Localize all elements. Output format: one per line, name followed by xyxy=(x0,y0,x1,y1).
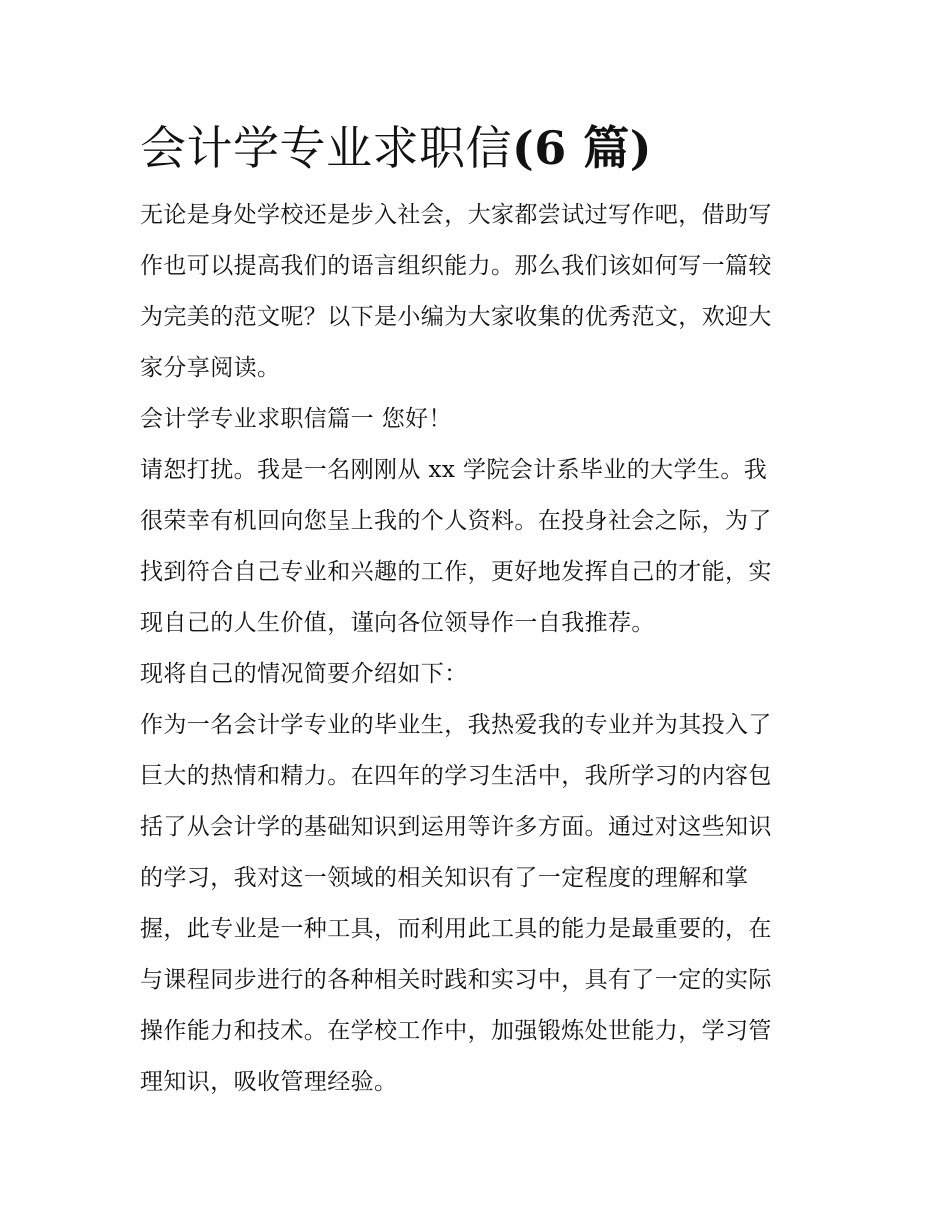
text-line: 很荣幸有机回向您呈上我的个人资料。在投身社会之际，为了 xyxy=(140,508,772,534)
text-line: 找到符合自己专业和兴趣的工作，更好地发挥自己的才能，实 xyxy=(140,559,772,585)
text-line: 理知识，吸收管理经验。 xyxy=(140,1069,398,1095)
letter-heading-paragraph xyxy=(140,394,812,445)
intro-paragraph xyxy=(140,190,812,394)
text-line: 现将自己的情况简要介绍如下： xyxy=(140,661,468,687)
text-line: 现自己的人生价值，谨向各位领导作一自我推荐。 xyxy=(140,610,655,636)
text-line: 家分享阅读。 xyxy=(140,355,281,381)
text-line: 与课程同步进行的各种相关时践和实习中，具有了一定的实际 xyxy=(140,967,772,993)
text-line: 握，此专业是一种工具，而利用此工具的能力是最重要的，在 xyxy=(140,916,772,942)
text-line: 作为一名会计学专业的毕业生，我热爱我的专业并为其投入了 xyxy=(140,712,772,738)
text-line: 括了从会计学的基础知识到运用等许多方面。通过对这些知识 xyxy=(140,814,772,840)
text-line: 会计学专业求职信篇一 您好！ xyxy=(140,406,452,432)
text-line: 的学习，我对这一领域的相关知识有了一定程度的理解和掌 xyxy=(140,865,749,891)
text-line: 巨大的热情和精力。在四年的学习生活中，我所学习的内容包 xyxy=(140,763,772,789)
transition-paragraph xyxy=(140,649,812,700)
text-line: 操作能力和技术。在学校工作中，加强锻炼处世能力，学习管 xyxy=(140,1018,772,1044)
text-line: 请恕打扰。我是一名刚刚从 xx 学院会计系毕业的大学生。我 xyxy=(140,457,768,483)
self-intro-paragraph xyxy=(140,445,812,649)
text-line: 无论是身处学校还是步入社会，大家都尝试过写作吧，借助写 xyxy=(140,202,772,228)
page-title xyxy=(140,112,812,184)
title-text: 会计学专业求职信 xyxy=(140,121,512,175)
text-line: 作也可以提高我们的语言组织能力。那么我们该如何写一篇较 xyxy=(140,253,772,279)
body-paragraph xyxy=(140,700,812,1108)
text-line: 为完美的范文呢？以下是小编为大家收集的优秀范文，欢迎大 xyxy=(140,304,772,330)
title-count: (6 篇) xyxy=(512,121,653,175)
document-page xyxy=(140,112,812,1108)
